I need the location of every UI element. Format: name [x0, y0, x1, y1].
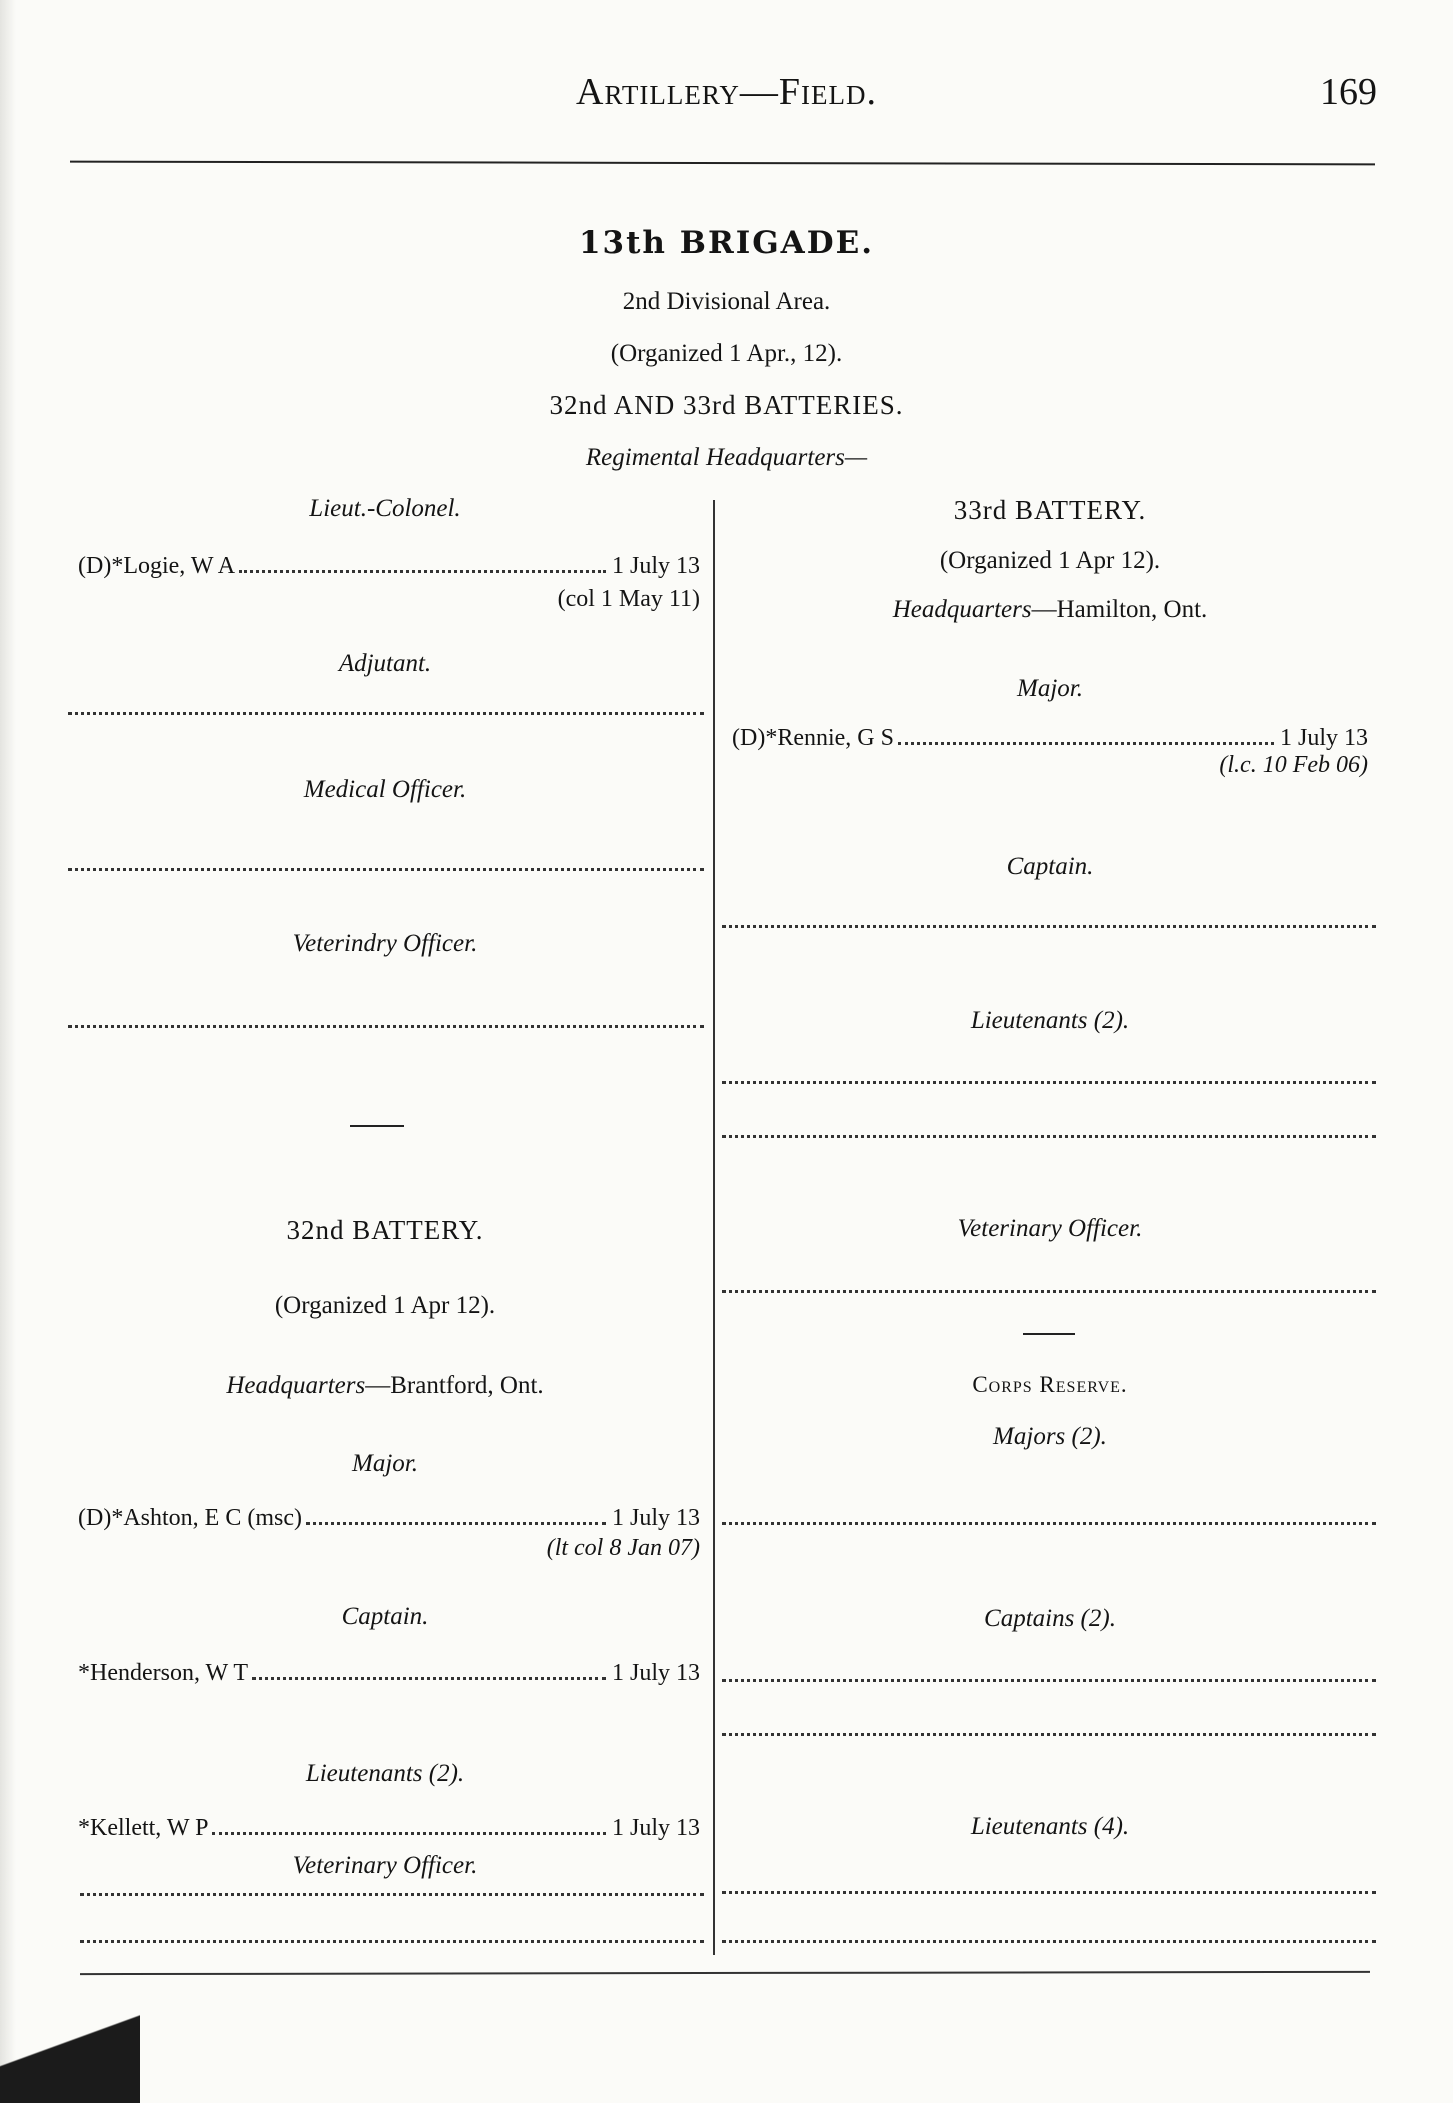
battery-32-major-name: (D)*Ashton, E C (msc): [78, 1505, 302, 1531]
brigade-title: 13th BRIGADE.: [578, 225, 875, 261]
medical-officer-blank: [68, 868, 704, 871]
battery-33-hq-place: —Hamilton, Ont.: [1031, 596, 1208, 623]
battery-32-major-date: 1 July 13: [611, 1505, 700, 1531]
veterinary-officer-heading: Veterindry Officer.: [292, 930, 478, 957]
leader-dots: [252, 1677, 606, 1680]
adjutant-blank: [68, 712, 704, 715]
battery-32-lieutenant-entry: [78, 1815, 700, 1842]
battery-33-organized: (Organized 1 Apr 12).: [939, 547, 1161, 574]
brigade-area: 2nd Divisional Area.: [622, 288, 831, 315]
battery-32-captain-entry: [78, 1660, 700, 1687]
lt-colonel-note: (col 1 May 11): [557, 586, 700, 612]
battery-32-hq-place: —Brantford, Ont.: [365, 1372, 544, 1399]
battery-33-major-note: (l.c. 10 Feb 06): [1219, 752, 1368, 778]
battery-33-veterinary-heading: Veterinary Officer.: [957, 1215, 1143, 1242]
lt-colonel-heading: Lieut.-Colonel.: [309, 495, 461, 522]
battery-32-major-heading: Major.: [352, 1450, 418, 1477]
battery-33-captain-heading: Captain.: [1006, 853, 1094, 880]
page-corner-shadow: [0, 1993, 140, 2103]
footer-rule: [80, 1971, 1370, 1975]
battery-33-title: 33rd BATTERY.: [953, 495, 1147, 525]
battery-33-lieutenants-heading: Lieutenants (2).: [970, 1007, 1130, 1034]
battery-33-major-entry: [732, 725, 1368, 752]
battery-32-lieutenant-date: 1 July 13: [611, 1815, 700, 1841]
section-dash: [350, 1125, 404, 1127]
section-dash: [1023, 1333, 1075, 1335]
battery-32-title: 32nd BATTERY.: [286, 1215, 484, 1245]
battery-32-lieutenant-blank: [80, 1893, 704, 1896]
battery-32-captain-date: 1 July 13: [611, 1660, 700, 1686]
veterinary-officer-blank: [68, 1025, 704, 1028]
column-divider: [713, 500, 715, 1955]
leader-dots: [239, 570, 606, 573]
battery-32-lieutenant-name: *Kellett, W P: [78, 1815, 209, 1841]
battery-33-hq-label: Headquarters: [892, 596, 1032, 623]
battery-32-captain-name: *Henderson, W T: [78, 1660, 248, 1686]
battery-32-veterinary-blank: [80, 1940, 704, 1943]
battery-32-major-note: (lt col 8 Jan 07): [546, 1535, 700, 1561]
lt-colonel-entry: [78, 553, 700, 580]
corps-reserve-majors-blank-1: [722, 1522, 1376, 1525]
battery-33-hq: [725, 596, 1375, 624]
battery-33-major-date: 1 July 13: [1279, 725, 1368, 751]
page-number: 169: [1320, 71, 1377, 113]
header-rule: [70, 161, 1375, 166]
battery-33-veterinary-blank: [722, 1290, 1376, 1293]
battery-33-major-heading: Major.: [1017, 675, 1083, 702]
battery-32-major-entry: [78, 1505, 700, 1532]
adjutant-heading: Adjutant.: [338, 650, 432, 677]
corps-reserve-captains-blank-1: [722, 1679, 1376, 1682]
leader-dots: [306, 1522, 606, 1525]
brigade-organized: (Organized 1 Apr., 12).: [610, 340, 843, 367]
battery-32-organized: (Organized 1 Apr 12).: [274, 1292, 496, 1319]
corps-reserve-title: Corps Reserve.: [972, 1372, 1128, 1397]
medical-officer-heading: Medical Officer.: [303, 776, 467, 803]
corps-reserve-lieutenants-blank-2: [722, 1940, 1376, 1943]
battery-32-captain-heading: Captain.: [341, 1603, 429, 1630]
battery-33-lieutenant-blank-1: [722, 1081, 1376, 1084]
battery-33-lieutenant-blank-2: [722, 1135, 1376, 1138]
corps-reserve-lieutenants-heading: Lieutenants (4).: [970, 1813, 1130, 1840]
battery-33-major-name: (D)*Rennie, G S: [732, 725, 894, 751]
leader-dots: [898, 742, 1274, 745]
brigade-batteries: 32nd AND 33rd BATTERIES.: [549, 390, 904, 420]
regimental-hq-label: Regimental Headquarters—: [585, 444, 868, 471]
battery-33-captain-blank: [722, 925, 1376, 928]
corps-reserve-captains-blank-2: [722, 1733, 1376, 1736]
lt-colonel-name: (D)*Logie, W A: [78, 553, 236, 579]
battery-32-lieutenants-heading: Lieutenants (2).: [305, 1760, 465, 1787]
leader-dots: [212, 1832, 606, 1835]
corps-reserve-captains-heading: Captains (2).: [984, 1605, 1116, 1632]
battery-32-hq-label: Headquarters: [226, 1372, 366, 1399]
corps-reserve-majors-heading: Majors (2).: [993, 1423, 1107, 1450]
running-title: Artillery—Field.: [576, 71, 877, 113]
lt-colonel-date: 1 July 13: [611, 553, 700, 579]
battery-32-veterinary-heading: Veterinary Officer.: [292, 1852, 478, 1879]
battery-32-hq: [70, 1372, 700, 1400]
corps-reserve-lieutenants-blank-1: [722, 1891, 1376, 1894]
